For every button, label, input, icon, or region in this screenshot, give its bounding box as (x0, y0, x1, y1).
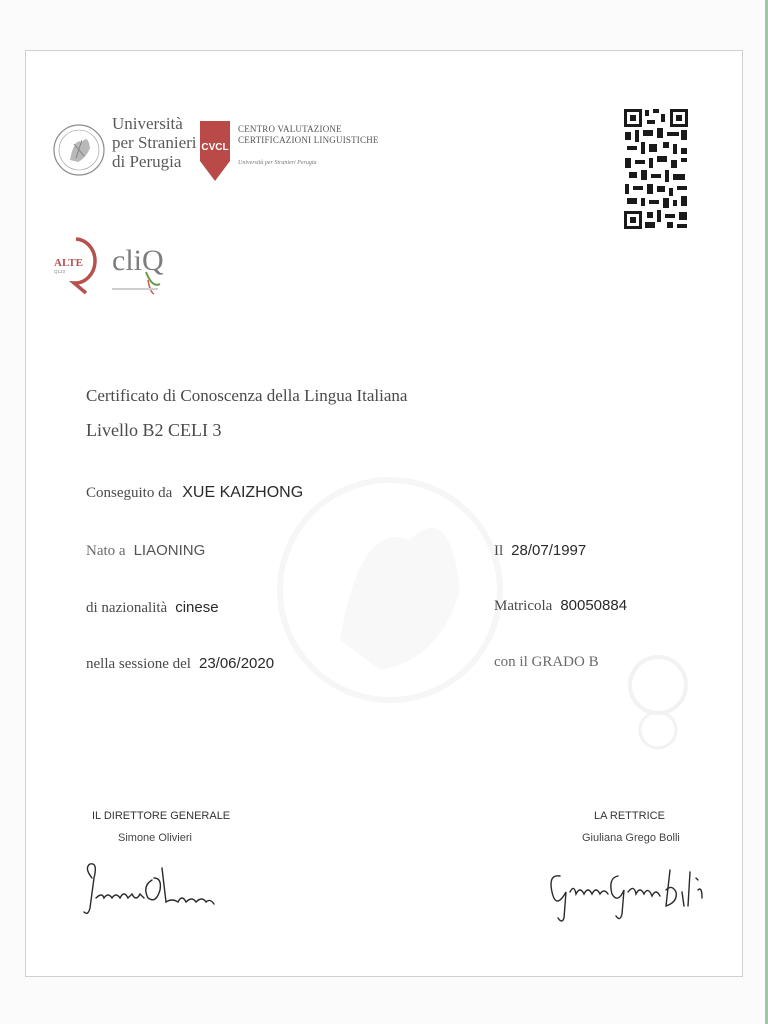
nazionalita-label: di nazionalità (86, 600, 168, 616)
alte-logo (52, 233, 98, 295)
conseguito-row (86, 484, 303, 502)
university-seal-logo (52, 100, 106, 200)
stamp-mark (626, 645, 690, 755)
nazionalita-value: cinese (175, 599, 219, 616)
alte-label: ALTE (54, 257, 83, 269)
cliq-label: cliQ (112, 244, 164, 277)
cvcl-title-line: CERTIFICAZIONI LINGUISTICHE (238, 135, 379, 145)
cvcl-badge-logo (198, 121, 232, 181)
grado-row (494, 653, 599, 671)
nato-label: Nato a (86, 543, 126, 559)
alte-sub: Q123 (54, 269, 66, 274)
sessione-value: 23/06/2020 (198, 655, 275, 672)
university-name-line: di Perugia (112, 152, 182, 171)
left-signatory-name: Simone Olivieri (118, 832, 192, 844)
certificate-title: Certificato di Conoscenza della Lingua Italiana (86, 386, 408, 405)
right-signature (546, 862, 710, 926)
matricola-label: Matricola (494, 598, 553, 614)
cliq-logo (112, 232, 172, 298)
cvcl-subtitle: Università per Stranieri Perugia (238, 160, 317, 166)
matricola-row (494, 597, 627, 615)
grado-label: con il GRADO B (494, 654, 599, 670)
nato-value: LIAONING (133, 542, 206, 559)
cvcl-title-line: CENTRO VALUTAZIONE (238, 124, 342, 134)
il-row (494, 542, 586, 560)
right-signatory-name: Giuliana Grego Bolli (582, 832, 680, 844)
il-value: 28/07/1997 (511, 542, 587, 559)
conseguito-label: Conseguito da (86, 485, 173, 501)
watermark-seal (270, 440, 510, 740)
university-name-line: per Stranieri (112, 133, 197, 152)
il-label: Il (494, 543, 504, 559)
sessione-row (86, 655, 274, 673)
cvcl-badge-label: CVCL (201, 142, 229, 153)
conseguito-value: XUE KAIZHONG (182, 484, 304, 501)
left-signature (82, 858, 222, 920)
university-name-line: Università (112, 114, 183, 133)
right-signatory-role: LA RETTRICE (594, 810, 665, 822)
sessione-label: nella sessione del (86, 656, 191, 672)
matricola-value: 80050884 (560, 597, 628, 614)
nato-row (86, 542, 205, 560)
left-signatory-role: IL DIRETTORE GENERALE (92, 810, 231, 822)
nazionalita-row (86, 599, 219, 617)
university-name (112, 114, 197, 171)
certificate-level: Livello B2 CELI 3 (86, 420, 222, 440)
qr-code (623, 108, 689, 230)
cvcl-title (238, 124, 379, 146)
